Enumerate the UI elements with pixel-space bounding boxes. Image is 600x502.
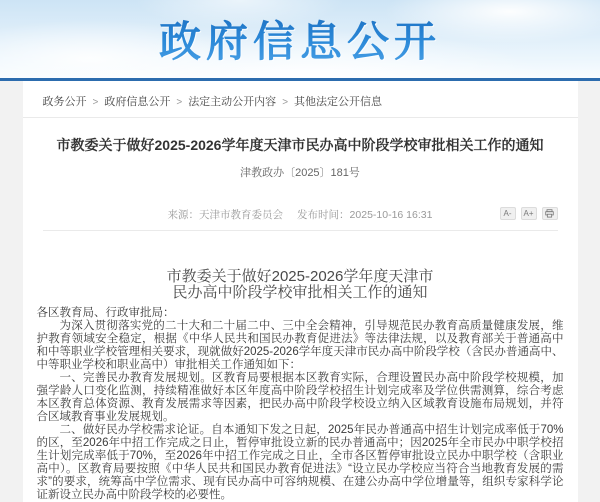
source-label: 来源： [167,209,200,221]
banner [0,0,600,78]
font-decrease-button[interactable]: A- [500,207,516,220]
font-increase-button[interactable]: A+ [521,207,537,220]
paragraphs [37,320,564,502]
meta-row [23,207,578,223]
breadcrumb [23,86,578,118]
breadcrumb-separator: > [92,97,99,108]
breadcrumb-item[interactable]: 政府信息公开 [104,96,171,108]
print-button[interactable] [542,207,558,220]
source-value: 天津市教育委员会 [199,209,284,221]
meta-divider [43,230,558,231]
doc-number: 津教政办〔2025〕181号 [240,167,360,179]
breadcrumb-separator: > [282,97,289,108]
publish-time-label: 发布时间： [297,209,350,221]
content-panel [23,81,578,502]
publish-time-value: 2025-10-16 16:31 [349,209,433,221]
breadcrumb-item[interactable]: 法定主动公开内容 [188,96,277,108]
breadcrumb-item[interactable]: 其他法定公开信息 [294,96,383,108]
printer-icon [545,209,554,218]
document-title-line2: 民办高中阶段学校审批相关工作的通知 [172,284,428,301]
page-title: 市教委关于做好2025-2026学年度天津市民办高中阶段学校审批相关工作的通知 [56,137,544,153]
document-paragraph: 为深入贯彻落实党的二十大和二十届二中、三中全会精神，引导规范民办教育高质量健康发展，维护教育领域安全稳定，根据《中华人民共和国民办教育促进法》等法律法规，以及教育部关于普通高中和中等职业学校管理相关要求，现就做好2025-2026学年度天津市民办高中阶段学校（含民办普通高中、中等职业学校和职业高中）审批相关工作通知如下： [36,320,564,371]
document-title [37,269,564,301]
document-paragraph: 二、做好民办学校需求论证。自本通知下发之日起，2025年民办普通高中招生计划完成率低于70%的区，至2026年中招工作完成之日止，暂停审批设立新的民办普通高中；因2025年全市民办中职学校招生计划完成率低于70%，至2026年中招工作完成之日止，全市各区暂停审批设立民办中职学校（含职业高中）。区教育局要按照《中华人民共和国民办教育促进法》“设立民办学校应当符合当地教育发展的需求”的要求，统筹高中学位需求、现有民办高中可容纳规模、在建公办高中学位增量等，组织专家科学论证新设立民办高中阶段学校的必要性。 [36,424,564,501]
document-title-line1: 市教委关于做好2025-2026学年度天津市 [166,268,434,285]
document-body [23,269,578,502]
article-tools [500,207,558,220]
salutation: 各区教育局、行政审批局： [36,307,175,319]
document-paragraph: 一、完善民办教育发展规划。区教育局要根据本区教育实际，合理设置民办高中阶段学校规模，加强学龄人口变化监测，持续精准做好本区年度高中阶段学校招生计划完成率及学位供需测算，综合考虑本区教育总体资源、教育发展需求等因素，把民办高中阶段学校设立纳入区域教育设施布局规划，并符合区域教育事业发展规划。 [36,372,564,423]
breadcrumb-item[interactable]: 政务公开 [42,96,87,108]
breadcrumb-separator: > [176,97,183,108]
banner-title: 政府信息公开 [159,9,441,69]
